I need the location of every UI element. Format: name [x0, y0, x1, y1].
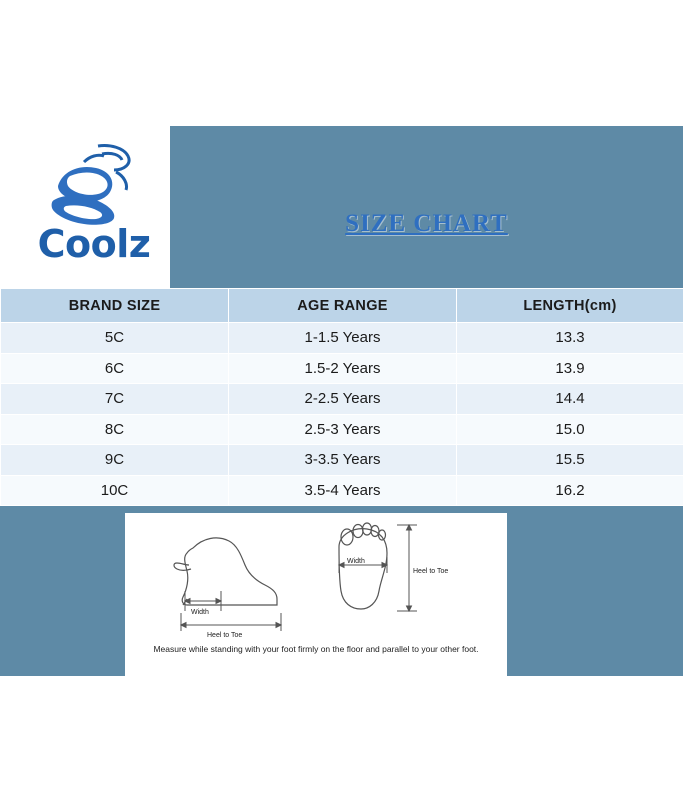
table-row [1, 323, 683, 354]
label-heel-to-toe-side: Heel to Toe [207, 632, 243, 639]
cell-age-range: 2.5-3 Years [229, 414, 457, 445]
column-header-brand-size: BRAND SIZE [1, 289, 229, 323]
page-title: SIZE CHART [345, 210, 508, 237]
table-header-row [1, 289, 683, 323]
diagram-caption: Measure while standing with your foot firmly on the floor and parallel to your other foot. [153, 644, 479, 654]
table-row [1, 445, 683, 476]
teal-filler-right [507, 513, 683, 676]
cell-brand-size: 9C [1, 445, 229, 476]
cell-age-range: 1-1.5 Years [229, 323, 457, 354]
cell-brand-size: 8C [1, 414, 229, 445]
cell-age-range: 1.5-2 Years [229, 353, 457, 384]
teal-filler-left [0, 513, 125, 676]
table-row [1, 384, 683, 415]
cell-brand-size: 10C [1, 475, 229, 506]
column-header-age-range: AGE RANGE [229, 289, 457, 323]
top-white-band [0, 0, 683, 126]
cell-brand-size: 6C [1, 353, 229, 384]
label-width-side: Width [191, 609, 209, 616]
label-heel-to-toe-top: Heel to Toe [413, 568, 449, 575]
header-strip [170, 126, 683, 288]
cell-length: 13.9 [457, 353, 683, 384]
cell-brand-size: 7C [1, 384, 229, 415]
cell-length: 14.4 [457, 384, 683, 415]
cell-age-range: 2-2.5 Years [229, 384, 457, 415]
cell-length: 15.0 [457, 414, 683, 445]
cell-brand-size: 5C [1, 323, 229, 354]
brand-logo [18, 138, 170, 278]
brand-name: Coolz [37, 222, 151, 266]
cell-age-range: 3-3.5 Years [229, 445, 457, 476]
bottom-white-band [0, 676, 683, 800]
label-width-top: Width [347, 558, 365, 565]
size-table-container [0, 288, 683, 506]
size-table [0, 288, 683, 506]
cell-length: 16.2 [457, 475, 683, 506]
cell-age-range: 3.5-4 Years [229, 475, 457, 506]
cell-length: 13.3 [457, 323, 683, 354]
sneaker-logo-icon [40, 142, 144, 228]
table-row [1, 353, 683, 384]
table-row [1, 475, 683, 506]
cell-length: 15.5 [457, 445, 683, 476]
column-header-length: LENGTH(cm) [457, 289, 683, 323]
measuring-diagram [125, 513, 507, 676]
table-row [1, 414, 683, 445]
